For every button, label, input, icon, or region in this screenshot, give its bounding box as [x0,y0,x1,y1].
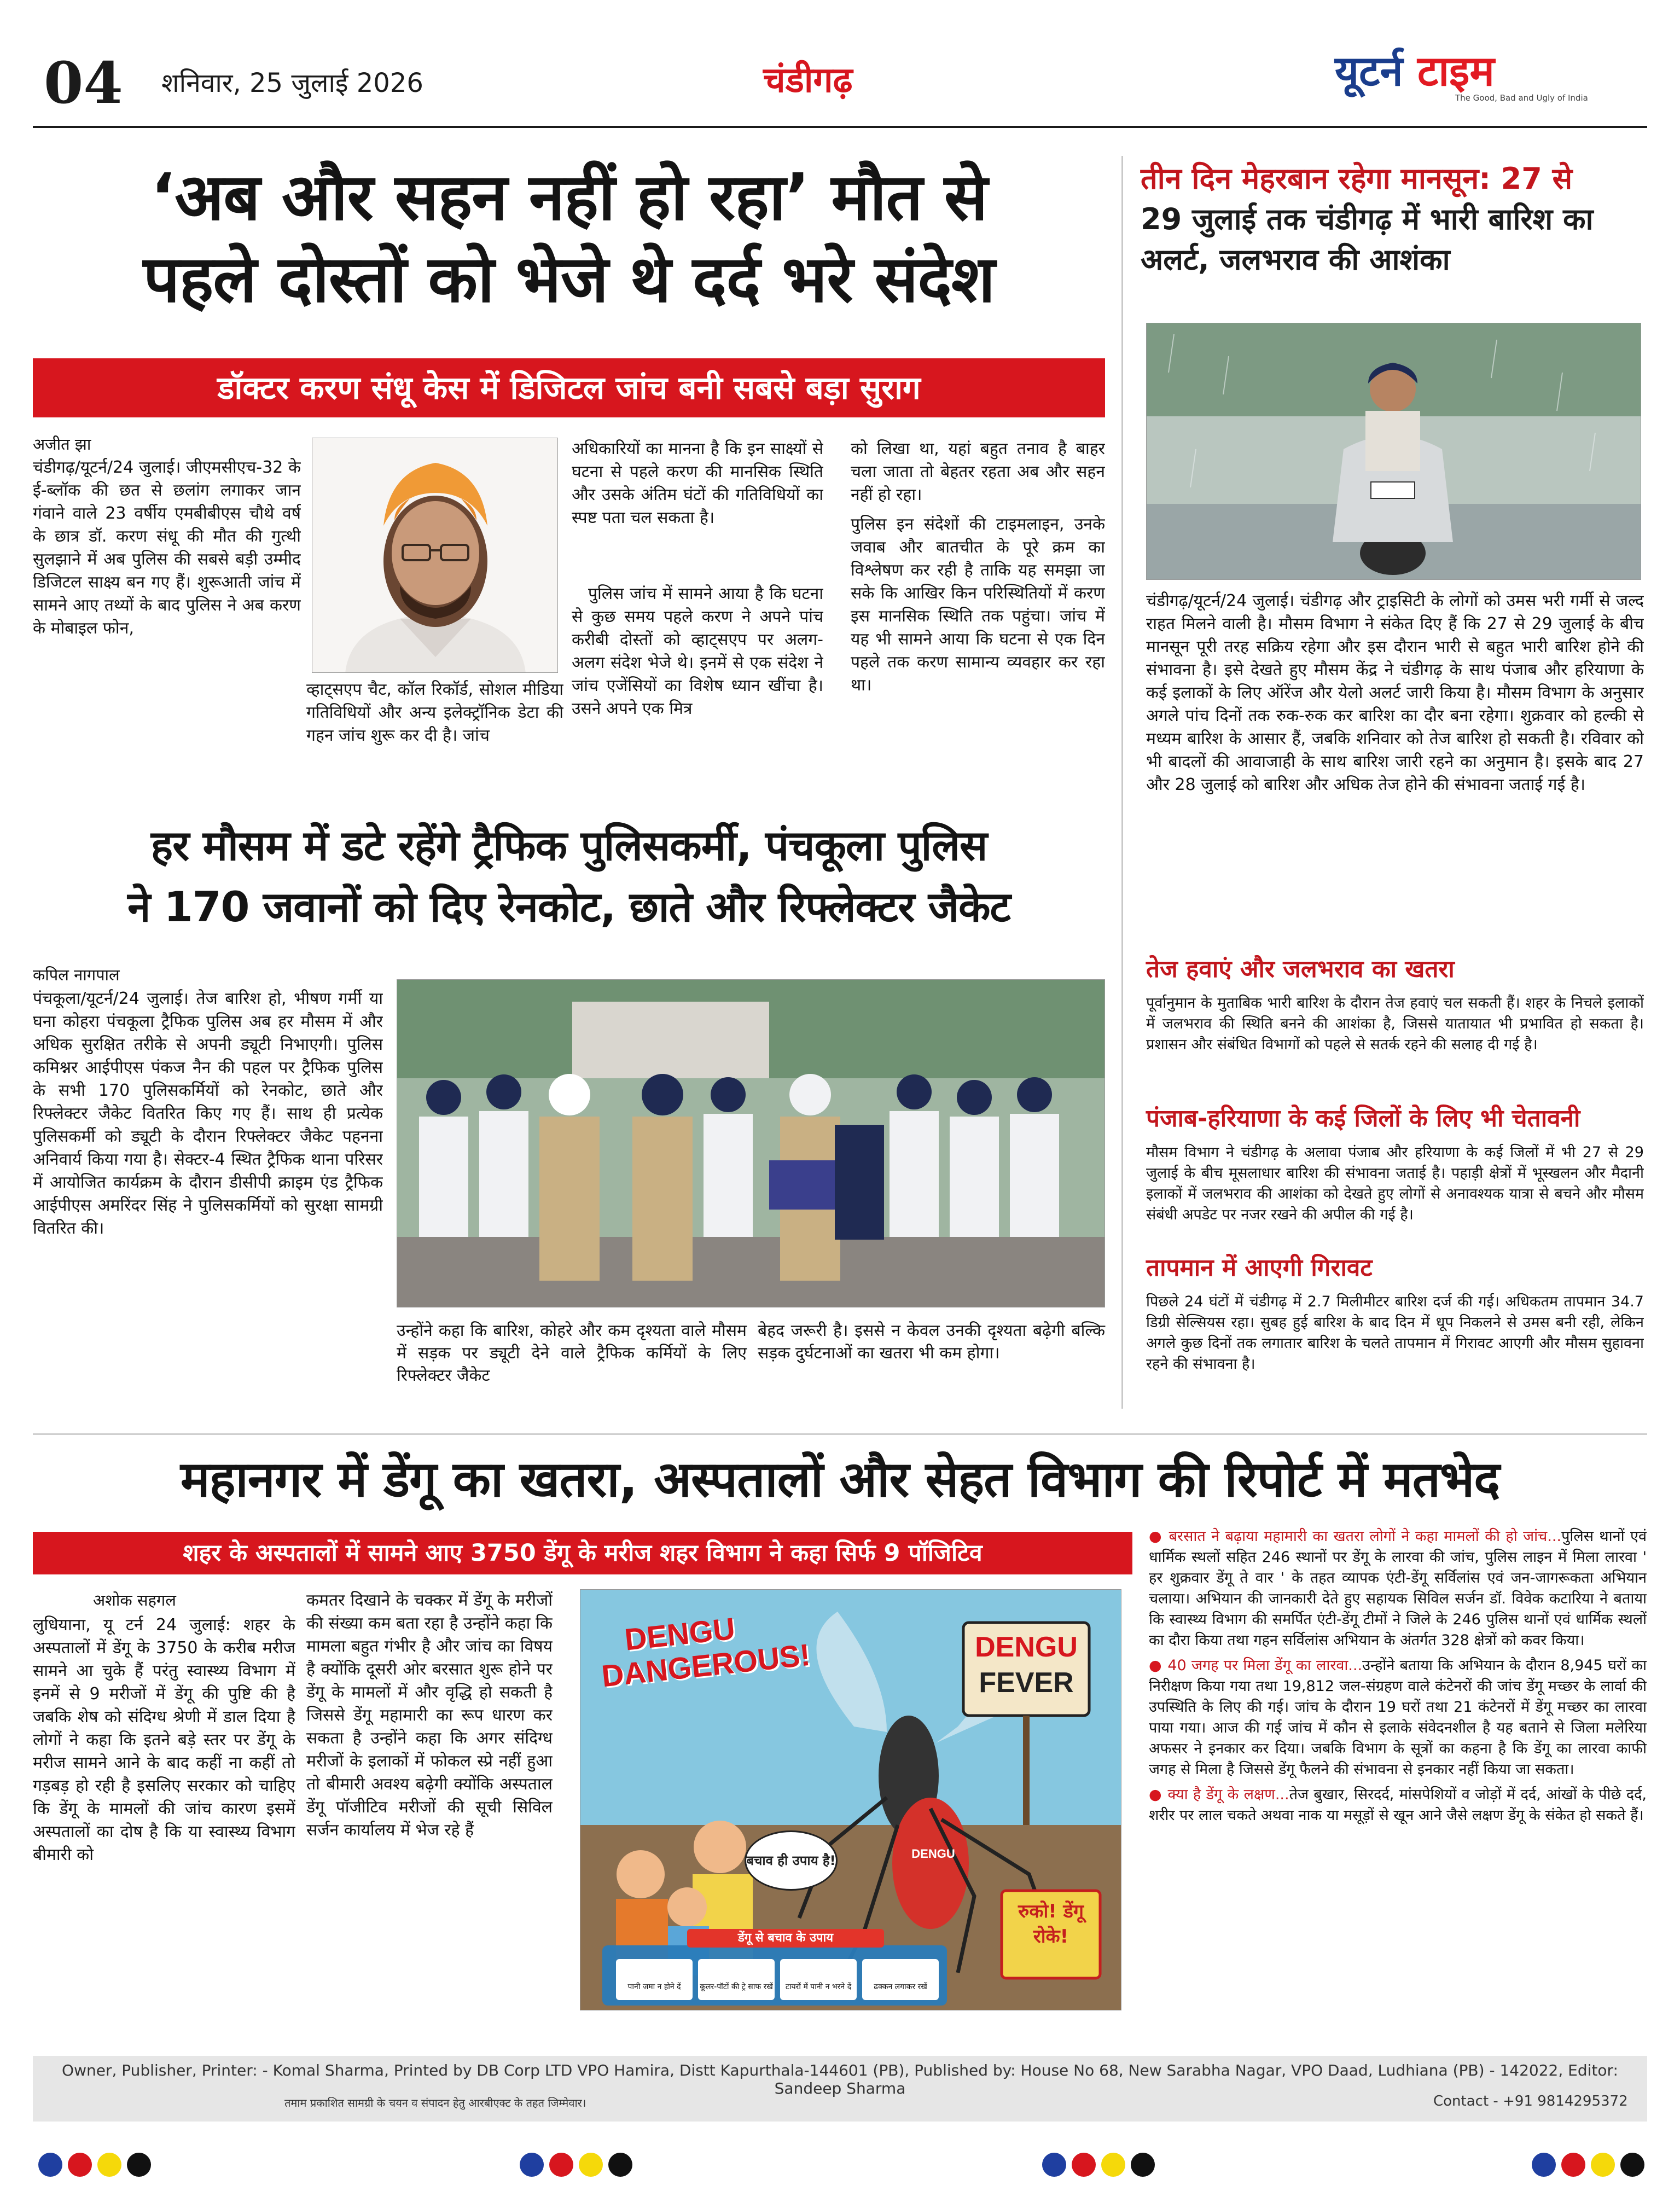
story2-headline-line2: ने 170 जवानों को दिए रेनकोट, छाते और रिफ्लेक्टर जैकेट [127,882,1010,931]
story2-headline-line1: हर मौसम में डटे रहेंगे ट्रैफिक पुलिसकर्मी, पंचकूला पुलिस [150,821,987,870]
registration-marks-left [38,2153,151,2177]
section-separator [33,1433,1647,1435]
reg-mark-yellow [579,2153,603,2177]
story4-headline: महानगर में डेंगू का खतरा, अस्पतालों और सेहत विभाग की रिपोर्ट में मतभेद [180,1451,1500,1508]
story1-subheadline: डॉक्टर करण संधू केस में डिजिटल जांच बनी सबसे बड़ा सुराग [33,358,1105,417]
story2-headline [33,815,1105,938]
story1-col3a: अधिकारियों का मानना है कि इन साक्ष्यों से घटना से पहले करण की मानसिक स्थिति और उसके अंतिम घंटों की गतिविधियों का स्पष्ट पता चल सकता है। [572,439,823,527]
story4-col2: कमतर दिखाने के चक्कर में डेंगू के मरीजों की संख्या कम बता रहा है उन्होंने कहा कि मामला बहुत गंभीर है और जांच का विषय है क्योंकि दूसरी ओर बरसात शुरू होने पर डेंगू के मामलों में और वृद्धि हो सकती है जिससे डेंगू महामारी का रूप धारण कर सकता है उन्होंने कहा कि अगर संदिग्ध मरीजों के इलाकों में फोकल स्प्रे नहीं हुआ तो बीमारी अवश्य बढ़ेगी क्योंकि अस्पताल डेंगू पॉजीटिव मरीजों की सूची सिविल सर्जन कार्यालय में भेज रहे हैं [306,1591,553,1840]
page-number: 04 [44,49,123,117]
reg-mark-black [1620,2153,1644,2177]
illustration-tip-1: पानी जमा न होने दें [627,1983,681,1991]
reg-mark-red [68,2153,92,2177]
logo-tagline: The Good, Bad and Ugly of India [1455,93,1588,103]
doctor-portrait-illustration [312,438,558,673]
illustration-speech-bubble: बचाव ही उपाय है! [745,1830,838,1891]
story4-subheadline: शहर के अस्पतालों में सामने आए 3750 डेंगू के मरीज शहर विभाग ने कहा सिर्फ 9 पॉजिटिव [33,1532,1132,1574]
illustration-tip-3: टायरों में पानी न भरने दें [785,1983,852,1991]
traffic-police-group-illustration [397,980,1105,1307]
newspaper-logo [1335,45,1625,116]
story1-col4a: को लिखा था, यहां बहुत तनाव है बाहर चला जाता तो बेहतर रहता अब और सहन नहीं हो रहा। [851,439,1105,504]
story1-col2: व्हाट्सएप चैट, कॉल रिकॉर्ड, सोशल मीडिया गतिविधियों और अन्य इलेक्ट्रॉनिक डेटा की गहन जांच शुरू कर दी है। जांच [306,680,563,745]
story3-sub3: तापमान में आएगी गिरावट [1146,1254,1373,1282]
story3-sub1-body: पूर्वानुमान के मुताबिक भारी बारिश के दौरान तेज हवाएं चल सकती हैं। शहर के निचले इलाकों में जलभराव की स्थिति बनने की आशंका है, जिससे यातायात भी प्रभावित हो सकता है। प्रशासन और संबंधित विभागों को पहले से सतर्क रहने की सलाह दी गई है। [1146,995,1644,1053]
story2-byline: कपिल नागपाल [33,966,120,984]
story3-sub2-body: मौसम विभाग ने चंडीगढ़ के अलावा पंजाब और हरियाणा के कई जिलों में भी 27 से 29 जुलाई के बीच मूसलाधार बारिश की संभावना जताई है। पहाड़ी क्षेत्रों में भूस्खलन और मैदानी इलाकों में जलभराव की आशंका को देखते हुए लोगों से अनावश्यक यात्रा से बचने और मौसम संबंधी अपडेट पर नजर रखने की अपील की गई है। [1146,1144,1644,1223]
contact-line: Contact - +91 9814295372 [1433,2093,1628,2109]
bullet-text-1: पुलिस थानों एवं धार्मिक स्थलों सहित 246 स्थानों पर डेंगू के लारवा की जांच, पुलिस लाइन में मिला लारवा ' हर शुक्रवार डेंगू ते वार ' के तहत व्यापक एंटी-डेंगू सर्विलांस एवं जन-जागरूकता अभियान चलाया। अभियान की जानकारी देते हुए सहायक सिविल सर्जन डॉ. विवेक कटारिया ने बताया कि स्वास्थ्य विभाग की समर्पित एंटी-डेंगू टीमों ने जिले के 246 पुलिस थानों एवं धार्मिक स्थलों का दौरा किया तथा गहन सर्विलांस अभियान के अंतर्गत 328 क्षेत्रों को कवर किया। [1149,1528,1647,1649]
story1-headline-line1: ‘अब और सहन नहीं हो रहा’ मौत से [150,159,987,235]
registration-marks-right [1532,2153,1644,2177]
story3-headline-line2: 29 जुलाई तक चंडीगढ़ में भारी बारिश का [1141,202,1594,236]
story1-byline: अजीत झा [33,435,91,454]
imprint-line: Owner, Publisher, Printer: - Komal Sharma, Printed by DB Corp LTD VPO Hamira, Distt Kapurthala-144601 (PB), Published by: House No 68, New Sarabha Nagar, VPO Daad, Ludhiana (PB) - 142022, Editor: Sandeep Sharma [62,2061,1618,2097]
story3-sub2: पंजाब-हरियाणा के कई जिलों के लिए भी चेतावनी [1146,1105,1580,1132]
story2-col3: बेहद जरूरी है। इससे न केवल उनकी दृश्यता बढ़ेगी बल्कि सड़क दुर्घटनाओं का खतरा भी कम होगा। [758,1321,1105,1363]
illustration-sign-line1: DENGU [975,1631,1078,1663]
bullet-text-2: उन्होंने बताया कि अभियान के दौरान 8,945 घरों का निरीक्षण किया गया तथा 19,812 जल-संग्रहण वाले कंटेनरों की जांच डेंगू मच्छर के लार्वा की उपस्थिति के लिए की गई। जांच के दौरान 19 घरों तथा 21 कंटेनरों में डेंगू मच्छर का लारवा पाया गया। आज की गई जांच में कौन से इलाके संवेदनशील है यह बताने से जिला मलेरिया अफसर ने इनकार कर दिया। जबकि विभाग के सूत्रों का कहना है कि डेंगू का लारवा काफी जगह से मिला है जिससे डेंगू फैलने की संभावना से इनकार नहीं किया जा सकता। [1149,1657,1647,1778]
dengue-illustration [580,1589,1121,2010]
edition-city: चंडीगढ़ [763,60,853,101]
reg-mark-red [549,2153,573,2177]
issue-date: शनिवार, 25 जुलाई 2026 [161,68,423,98]
illustration-sign-line2: FEVER [979,1667,1074,1699]
rain-scooter-illustration [1147,323,1641,580]
story3-body: चंडीगढ़/यूटर्न/24 जुलाई। चंडीगढ़ और ट्राइसिटी के लोगों को उमस भरी गर्मी से जल्द राहत मिलने वाली है। मौसम विभाग ने संकेत दिए हैं कि 27 से 29 जुलाई के बीच मानसून पूरी तरह सक्रिय रहेगा और इस दौरान भारी से बहुत भारी बारिश होने की संभावना है। इसे देखते हुए मौसम केंद्र ने चंडीगढ़ के साथ पंजाब और हरियाणा के कई इलाकों के लिए ऑरेंज और येलो अलर्ट जारी किया है। मौसम विभाग के अनुसार अगले पांच दिनों तक रुक-रुक कर बारिश का दौर बना रहेगा। शुक्रवार को हल्की से मध्यम बारिश के आसार हैं, जबकि शनिवार को तेज बारिश हो सकती है। रविवार को भी बादलों की आवाजाही के साथ बारिश जारी रहने का अनुमान है। इसके बाद 27 और 28 जुलाई को बारिश और अधिक तेज होने की संभावना जताई गई है। [1146,591,1644,794]
reg-mark-black [127,2153,151,2177]
story2-col2: उन्होंने कहा कि बारिश, कोहरे और कम दृश्यता वाले मौसम में सड़क पर ड्यूटी देने वाले ट्रैफिक कर्मियों के लिए रिफ्लेक्टर जैकेट [397,1321,747,1385]
bullet-lead-2: 40 जगह पर मिला डेंगू का लारवा... [1167,1657,1363,1674]
traffic-police-group-photo [397,979,1105,1307]
illustration-mosquito-label: DENGU [911,1847,955,1861]
reg-mark-red [1561,2153,1585,2177]
registration-marks-center-right [1042,2153,1155,2177]
dengue-bullet-1 [1149,1526,1647,1651]
story1-headline-line2: पहले दोस्तों को भेजे थे दर्द भरे संदेश [143,241,995,317]
reg-mark-yellow [1101,2153,1125,2177]
reg-mark-blue [1042,2153,1066,2177]
dengue-bullets [1149,1526,1647,2030]
story3-headline-line1: तीन दिन मेहरबान रहेगा मानसून: 27 से [1141,161,1573,196]
story1-col4b: पुलिस इन संदेशों की टाइमलाइन, उनके जवाब और बातचीत के पूरे क्रम का विश्लेषण कर रही है ताकि यह समझा जा सके कि आखिर किन परिस्थितियों में करण इस मानसिक स्थिति तक पहुंचा। जांच में यह भी सामने आया कि घटना से एक दिन पहले तक करण सामान्य व्यवहार कर रहा था। [851,515,1105,695]
reg-mark-blue [38,2153,62,2177]
story3-sub1: तेज हवाएं और जलभराव का खतरा [1146,955,1455,983]
reg-mark-blue [1532,2153,1556,2177]
illustration-tip-2: कूलर-पॉटों की ट्रे साफ रखें [700,1983,773,1991]
story4-col1: लुधियाना, यू टर्न 24 जुलाई: शहर के अस्पतालों में डेंगू के 3750 के करीब मरीज सामने आ चुके हैं परंतु स्वास्थ्य विभाग में इनमें से 9 मरीजों में डेंगू की पुष्टि की है जबकि शेष को संदिग्ध श्रेणी में डाल दिया है लोगों ने कहा कि इतने बड़े स्तर पर डेंगू के मरीज सामने आने के बाद कहीं ना कहीं तो गड़बड़ हो रही है इसलिए सरकार को चाहिए कि डेंगू के मामलों की जांच कारण इसमें अस्पतालों का दोष है कि या स्वास्थ्य विभाग बीमारी को [33,1615,295,1864]
illustration-dengu-dangerous: DENGU DANGEROUS! [600,1611,812,1694]
story1-col1: चंडीगढ़/यूटर्न/24 जुलाई। जीएमसीएच-32 के ई-ब्लॉक की छत से छलांग लगाकर जान गंवाने वाले 23 वर्षीय एमबीबीएस चौथे वर्ष के छात्र डॉ. करण संधू की मौत की गुत्थी सुलझाने में अब पुलिस की सबसे बड़ी उम्मीद डिजिटल साक्ष्य बन गए हैं। शुरूआती जांच में सामने आए तथ्यों के बाद पुलिस ने अब करण के मोबाइल फोन, [33,458,301,638]
reg-mark-black [1131,2153,1155,2177]
reg-mark-yellow [97,2153,121,2177]
bullet-dot-icon: ● [1149,1528,1169,1545]
logo-main-text: यूटर्न [1335,47,1403,95]
bullet-lead-3: क्या है डेंगू के लक्षण... [1167,1786,1289,1803]
doctor-portrait-photo [312,438,558,673]
story1-col3b: पुलिस जांच में सामने आया है कि घटना से कुछ समय पहले करण ने अपने पांच करीबी दोस्तों को व्हाट्सएप पर अलग-अलग संदेश भेजे थे। इनमें से एक संदेश ने जांच एजेंसियों का विशेष ध्यान खींचा है। उसने अपने एक मित्र [572,584,823,718]
story3-headline-line3: अलर्ट, जलभराव की आशंका [1141,242,1450,277]
story3-headline [1141,159,1644,280]
rain-scooter-photo [1146,323,1641,580]
dengue-bullet-3 [1149,1785,1647,1826]
bullet-dot-icon: ● [1149,1786,1168,1803]
reg-mark-yellow [1591,2153,1615,2177]
bullet-lead-1: बरसात ने बढ़ाया महामारी का खतरा लोगों ने कहा मामलों की हो जांच... [1169,1528,1562,1545]
dengue-bullet-2 [1149,1655,1647,1780]
disclaimer-line: तमाम प्रकाशित सामग्री के चयन व संपादन हेतु आरबीएक्ट के तहत जिम्मेवार। [284,2096,586,2109]
story2-col1: पंचकूला/यूटर्न/24 जुलाई। तेज बारिश हो, भीषण गर्मी या घना कोहरा पंचकूला ट्रैफिक पुलिस अब हर मौसम में और अधिक सुरक्षित तरीके से अपनी ड्यूटी निभाएगी। पुलिस कमिश्नर आईपीएस पंकज नैन की पहल पर ट्रैफिक पुलिस के सभी 170 पुलिसकर्मियों को रेनकोट, छाते और रिफ्लेक्टर जैकेट वितरित किए गए हैं। साथ ही प्रत्येक पुलिसकर्मी को ड्यूटी के दौरान रिफ्लेक्टर जैकेट पहनना अनिवार्य किया गया है। सेक्टर-4 स्थित ट्रैफिक थाना परिसर में आयोजित कार्यक्रम के दौरान डीसीपी क्राइम एंड ट्रैफिक आईपीएस अमरिंदर सिंह ने पुलिसकर्मियों को सुरक्षा सामग्री वितरित की। [33,989,383,1238]
story1-headline [33,156,1105,320]
illustration-tips-title: डेंगू से बचाव के उपाय [687,1929,884,1948]
reg-mark-red [1072,2153,1096,2177]
story3-sub3-body: पिछले 24 घंटों में चंडीगढ़ में 2.7 मिलीमीटर बारिश दर्ज की गई। अधिकतम तापमान 34.7 डिग्री सेल्सियस रहा। सुबह हुई बारिश के बाद दिन में धूप निकलने से उमस बनी रही, लेकिन अगले कुछ दिनों तक लगातार बारिश के चलते तापमान में गिरावट आएगी और मौसम सुहावना रहने की संभावना है। [1146,1293,1644,1373]
bullet-text-3: तेज बुखार, सिरदर्द, मांसपेशियों व जोड़ों में दर्द, आंखों के पीछे दर्द, शरीर पर लाल चकते अथवा नाक या मसूड़ों से खून आने जैसे लक्षण डेंगू के संकेत हो सकते हैं। [1149,1786,1647,1824]
column-separator [1121,156,1123,1409]
story4-byline: अशोक सहगल [93,1591,176,1609]
reg-mark-blue [520,2153,544,2177]
illustration-ruko-sign: रुको! डेंगू रोके! [1018,1900,1084,1948]
reg-mark-black [608,2153,632,2177]
registration-marks-center [520,2153,632,2177]
illustration-tip-4: ढक्कन लगाकर रखें [874,1983,927,1991]
logo-accent-text: टाइम [1417,47,1495,95]
header-rule [33,126,1647,128]
bullet-dot-icon: ● [1149,1657,1168,1674]
